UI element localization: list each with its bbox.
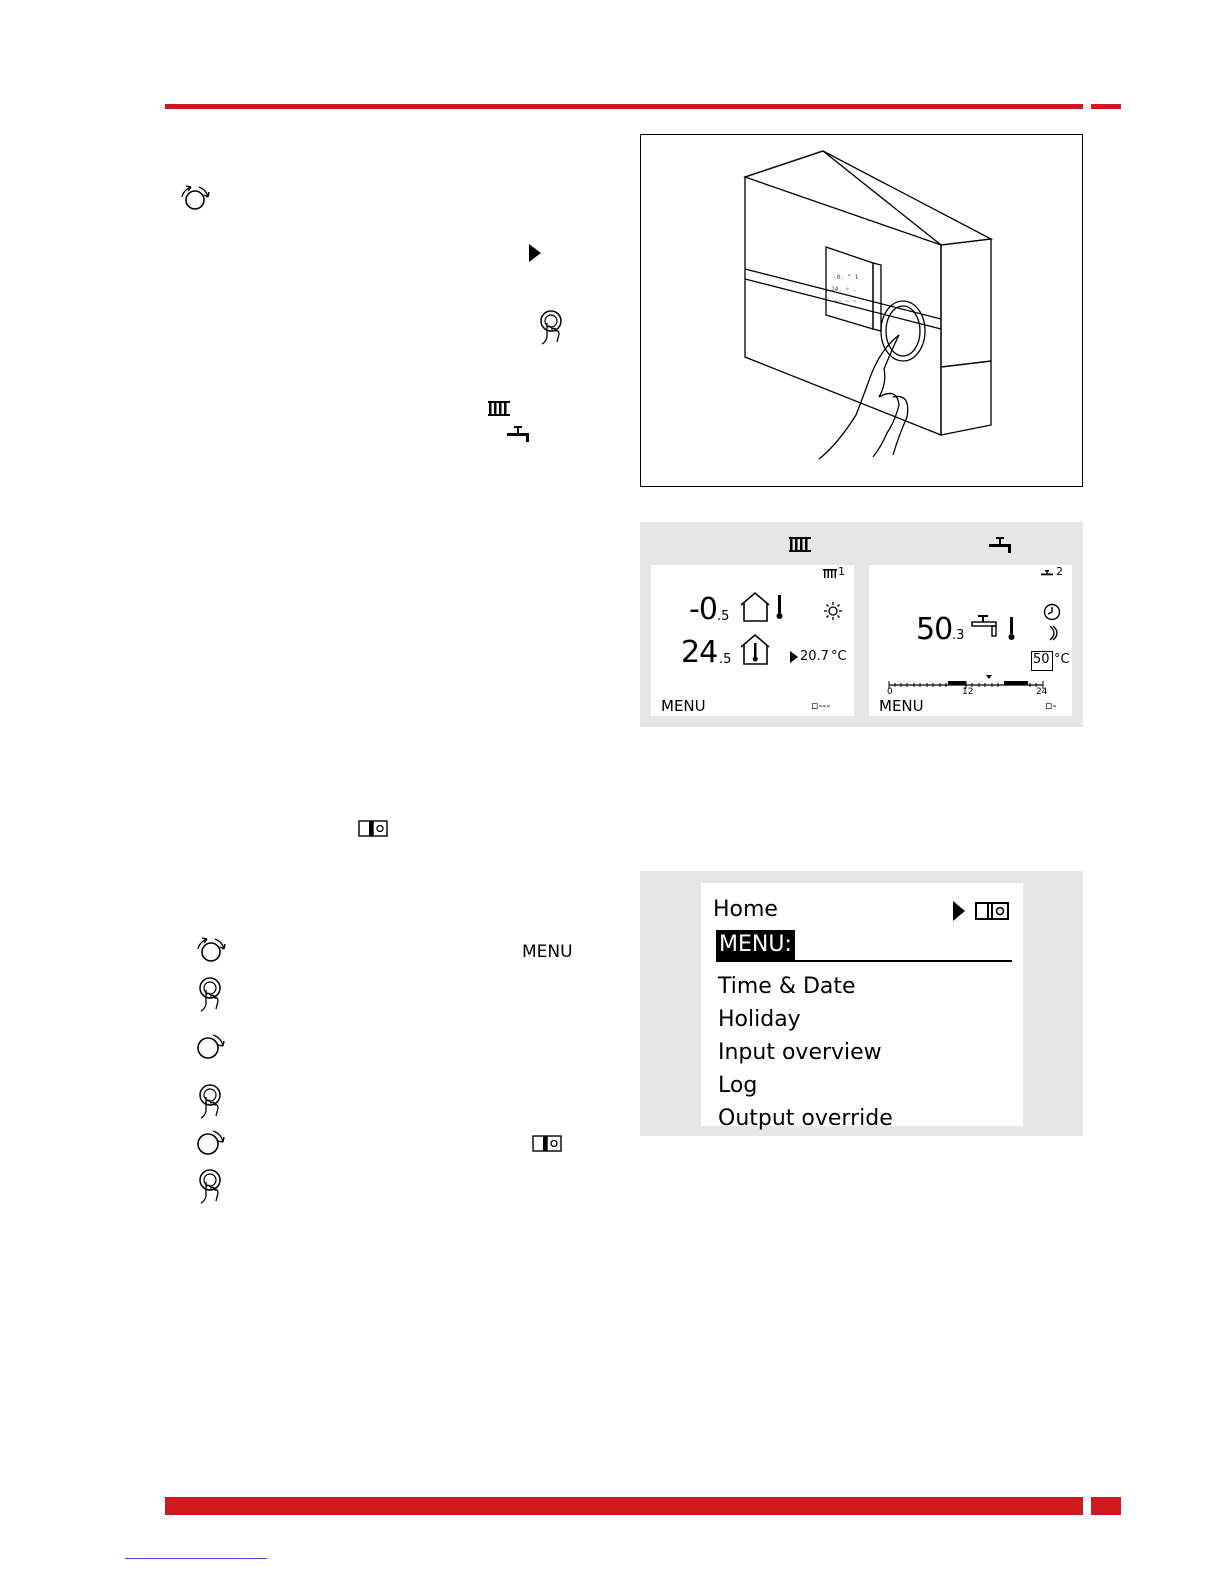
menu-label: MENU [879, 697, 924, 715]
tap-icon [505, 425, 533, 443]
setpoint-unit: °C [1054, 652, 1070, 667]
water-temp-decimal: .3 [952, 628, 965, 643]
svg-text:24. ☼ .: 24. ☼ . [831, 286, 857, 293]
menu-item-output-override[interactable]: Output override [718, 1106, 893, 1131]
menu-label: MENU [661, 697, 706, 715]
menu-item-holiday[interactable]: Holiday [718, 1007, 801, 1032]
common-controller-icon [358, 820, 388, 837]
menu-title: Home [713, 897, 778, 922]
svg-text:~~~ ~ ~: ~~~ ~ ~ [831, 298, 857, 305]
step-menu-label: MENU [522, 942, 573, 962]
outdoor-house-icon [739, 591, 785, 623]
timeline-tick-24: 24 [1036, 687, 1048, 697]
heating-circuit-screen [651, 565, 854, 716]
push-button-icon [196, 1083, 224, 1119]
footer-link-underline [125, 1558, 267, 1559]
push-button-icon [537, 309, 565, 345]
outdoor-temp-value: -0 [689, 592, 717, 627]
svg-text:-0. ^ 1: -0. ^ 1 [833, 274, 859, 281]
water-temp-value: 50 [916, 612, 953, 647]
status-indicator: ▫- [1045, 699, 1057, 712]
clock-icon [1043, 603, 1061, 621]
arrow-right-icon [529, 244, 541, 262]
controller-illustration [641, 135, 1082, 486]
rotate-clockwise-icon [194, 1128, 226, 1158]
menu-item-log[interactable]: Log [718, 1073, 758, 1098]
menu-heading-underline [716, 960, 1012, 962]
header-bar [165, 104, 1083, 109]
arrow-right-icon [953, 901, 965, 921]
header-bar-tab [1091, 104, 1121, 109]
radiator-icon [487, 400, 511, 416]
circuit-number: 2 [1056, 565, 1063, 578]
arrow-right-icon [790, 651, 798, 663]
tap-icon [1041, 570, 1053, 578]
radiator-icon [788, 536, 812, 552]
push-button-icon [196, 1168, 224, 1204]
desired-temp: 20.7 [800, 649, 829, 664]
push-button-icon [196, 976, 224, 1012]
display-screens-panel [640, 522, 1083, 727]
setpoint-value: 50 [1033, 652, 1050, 667]
status-indicator: ▫--- [811, 699, 831, 712]
rotate-dial-icon [192, 935, 230, 967]
footer-bar [165, 1497, 1083, 1515]
outdoor-temp-decimal: .5 [717, 609, 730, 624]
menu-heading: MENU: [716, 930, 795, 960]
menu-item-time-date[interactable]: Time & Date [718, 974, 856, 999]
desired-temp-unit: °C [831, 649, 847, 664]
menu-screen-panel [640, 871, 1083, 1136]
dhw-circuit-screen [869, 565, 1072, 716]
radiator-icon [823, 569, 837, 579]
common-controller-icon [975, 902, 1009, 920]
menu-screen [701, 883, 1023, 1131]
room-temp-house-icon [739, 633, 773, 667]
tap-thermometer-icon [970, 613, 1022, 643]
controller-photo [640, 134, 1083, 487]
room-temp-value: 24 [681, 635, 718, 670]
room-temp-decimal: .5 [719, 652, 732, 667]
timeline-tick-0: 0 [887, 687, 893, 697]
rotate-clockwise-icon [194, 1032, 226, 1062]
tap-icon [987, 536, 1015, 554]
menu-item-input-overview[interactable]: Input overview [718, 1040, 882, 1065]
sun-icon [824, 602, 842, 620]
common-controller-icon [532, 1135, 562, 1152]
moon-icon [1046, 625, 1060, 641]
footer-bar-tab [1091, 1497, 1121, 1515]
circuit-number: 1 [838, 565, 845, 578]
rotate-dial-icon [176, 183, 214, 215]
timeline-tick-12: 12 [962, 687, 974, 697]
